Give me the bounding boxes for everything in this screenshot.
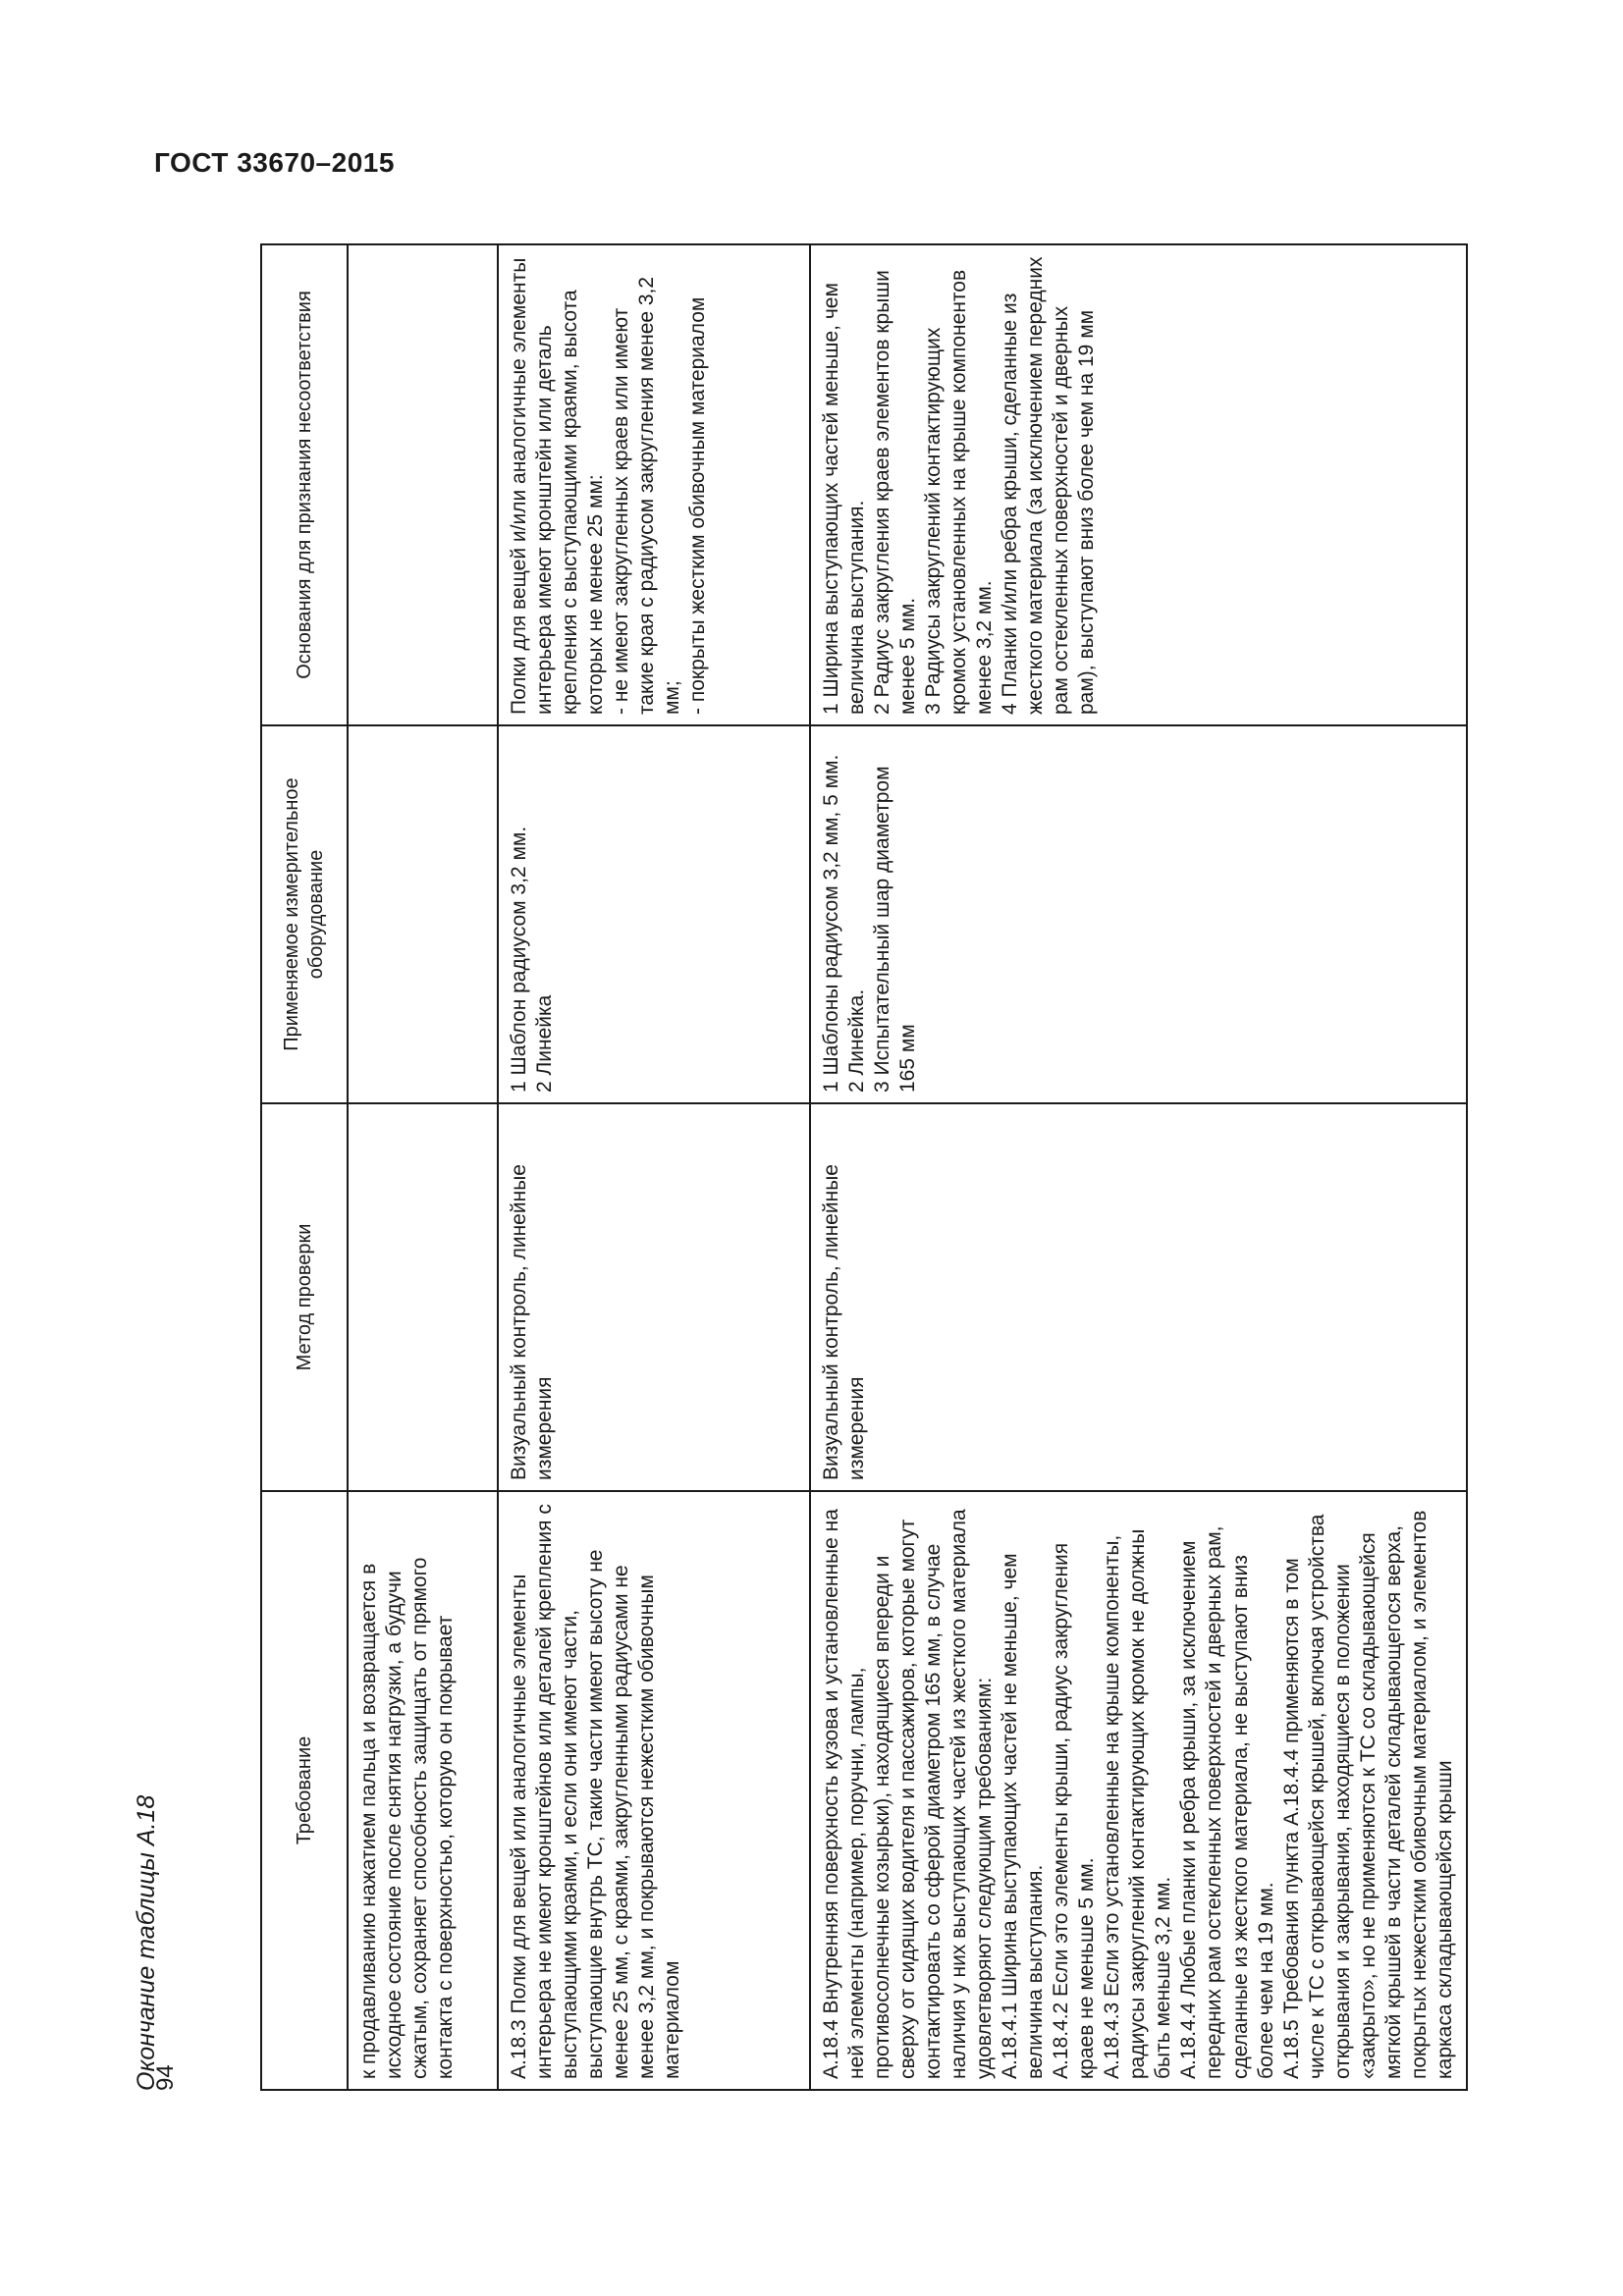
page-number: 94 [152, 2064, 179, 2091]
column-header-requirement: Требование [261, 1491, 348, 2090]
method-cell [348, 1103, 498, 1491]
equipment-line: 2 Линейка. [845, 988, 869, 1093]
grounds-line: 4 Планки и/или ребра крыши, сделанные из жесткого материала (за исключением передних рам остекленных поверхностей и дверных рам), выступают вниз более чем на 19 мм [999, 256, 1099, 715]
grounds-cell [498, 244, 810, 725]
grounds-line: 1 Ширина выступающих частей меньше, чем величина выступания. [820, 283, 869, 715]
requirement-paragraph: А.18.4 Внутренняя поверхность кузова и установленные на ней элементы (например, поручни, лампы, противосолнечные козырьки), находящиеся впереди и сверху от сидящих водителя и пассажиров, которые могут контактировать со сферой диаметром 165 мм, в случае наличия у них выступающих частей из жесткого материала удовлетворяют следующим требованиям: [820, 1509, 997, 2079]
requirement-paragraph: А.18.5 Требования пункта А.18.4.4 применяются в том числе к ТС с открывающейся крышей, включая устройства открывания и закрывания, находящиеся в положении «закрыто», но не применяются к ТС со складывающейся мягкой крышей в части деталей складывающегося верха, покрытых нежестким обивочным материалом, и элементов каркаса складывающейся крыши [1279, 1510, 1456, 2079]
requirement-paragraph: А.18.4.3 Если это установленные на крыше компоненты, радиусы закруглений контактирующих кромок не должны быть меньше 3,2 мм. [1101, 1528, 1175, 2079]
grounds-line: - покрыты жестким обивочным материалом [686, 296, 710, 715]
requirement-paragraph: А.18.4.1 Ширина выступающих частей не меньше, чем величина выступания. [999, 1553, 1048, 2079]
requirement-cell: к продавливанию нажатием пальца и возвращается в исходное состояние после снятия нагрузки, а будучи сжатым, сохраняет способность защищать от прямого контакта с поверхностью, которую он покрывает [348, 1491, 498, 2090]
rotated-page-content [133, 245, 1488, 2091]
grounds-cell [810, 244, 1467, 725]
grounds-line: Полки для вещей и/или аналогичные элементы интерьера имеют кронштейн или деталь крепления с выступающими краями, высота которых не менее 25 мм: [508, 257, 608, 715]
grounds-line: 3 Радиусы закруглений контактирующих кромок установленных на крыше компонентов менее 3,2 мм. [922, 269, 997, 715]
equipment-cell [348, 725, 498, 1103]
equipment-line: 3 Испытательный шар диаметром 165 мм [871, 766, 920, 1093]
column-header-grounds: Основания для признания несоответствия [261, 244, 348, 725]
equipment-line: 2 Линейка [533, 994, 557, 1093]
table-header-row [261, 244, 348, 2090]
grounds-line: 2 Радиус закругления краев элементов крыши менее 5 мм. [871, 270, 920, 715]
table-row [498, 244, 810, 2090]
requirement-cell: А.18.3 Полки для вещей или аналогичные элементы интерьера не имеют кронштейнов или деталей крепления с выступающими краями, и если они имеют части, выступающие внутрь ТС, такие части имеют высоту не менее 25 мм, с краями, закругленными радиусами не менее 3,2 мм, и покрываются нежестким обивочным материалом [498, 1491, 810, 2090]
equipment-cell [498, 725, 810, 1103]
requirement-paragraph: А.18.4.4 Любые планки и ребра крыши, за исключением передних рам остекленных поверхностей и дверных рам, сделанные из жесткого материала, не выступают вниз более чем на 19 мм. [1177, 1525, 1277, 2079]
requirement-cell [810, 1491, 1467, 2090]
equipment-line: 1 Шаблон радиусом 3,2 мм. [508, 826, 530, 1093]
method-cell: Визуальный контроль, линейные измерения [498, 1103, 810, 1491]
method-cell: Визуальный контроль, линейные измерения [810, 1103, 1467, 1491]
table-row [348, 244, 498, 2090]
column-header-equipment: Применяемое измерительное оборудование [261, 725, 348, 1103]
equipment-cell [810, 725, 1467, 1103]
grounds-cell [348, 244, 498, 725]
document-header: ГОСТ 33670–2015 [154, 147, 395, 178]
column-header-method: Метод проверки [261, 1103, 348, 1491]
requirements-table [260, 243, 1468, 2091]
table-row [810, 244, 1467, 2090]
table-caption: Окончание таблицы А.18 [133, 1794, 160, 2091]
equipment-line: 1 Шаблоны радиусом 3,2 мм, 5 мм. [820, 754, 842, 1093]
requirement-paragraph: А.18.4.2 Если это элементы крыши, радиус закругления краев не меньше 5 мм. [1050, 1542, 1099, 2079]
grounds-line: - не имеют закругленных краев или имеют такие края с радиусом закругления менее 3,2 мм; [610, 276, 684, 715]
